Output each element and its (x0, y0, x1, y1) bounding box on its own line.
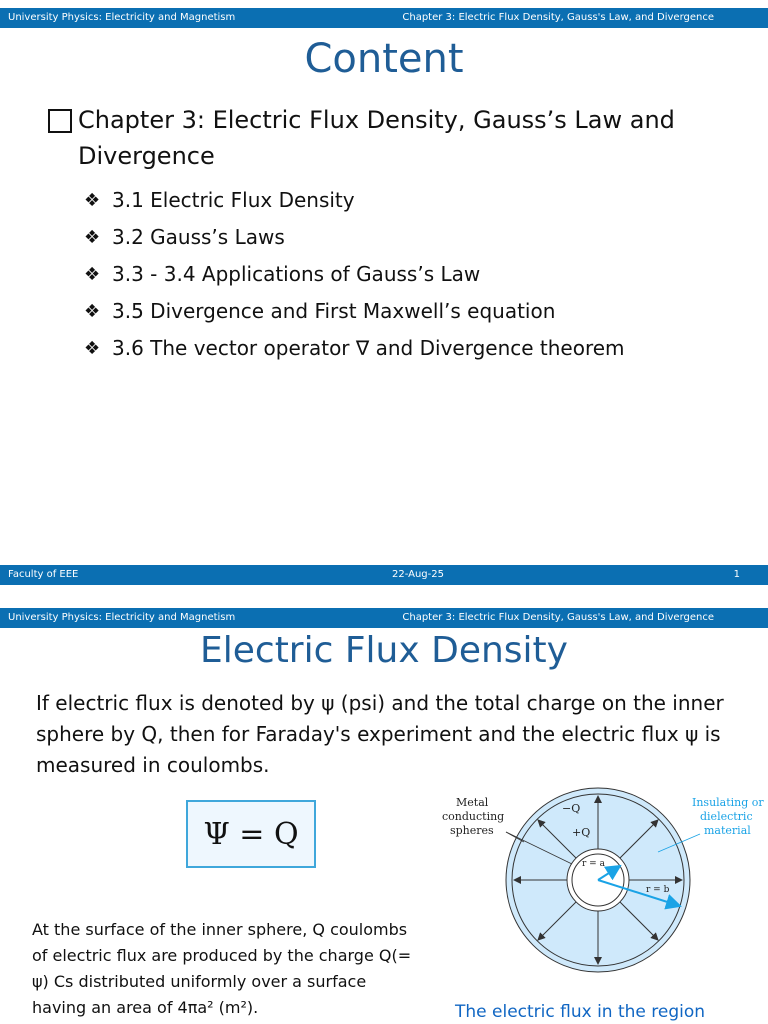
sub-list-item (84, 256, 738, 293)
main-item-text: Chapter 3: Electric Flux Density, Gauss’s Law and Divergence (78, 106, 675, 170)
label-conducting: conducting (442, 810, 505, 823)
header-left-text: University Physics: Electricity and Magnetism (8, 612, 236, 623)
equation-box (186, 800, 316, 868)
label-insulating: Insulating or (692, 796, 764, 809)
main-list-item (48, 102, 738, 174)
surface-paragraph: At the surface of the inner sphere, Q coulombs of electric flux are produced by the charge Q(= ψ) Cs distributed uniformly over a surface having an area of 4πa² (m²). (32, 920, 412, 1017)
slide-1-footer (0, 565, 768, 585)
sub-list-item (84, 219, 738, 256)
label-metal: Metal (456, 796, 489, 809)
sub-list-item (84, 330, 738, 367)
label-spheres: spheres (450, 824, 494, 837)
slide-1-header (0, 8, 768, 28)
footer-left-text: Faculty of EEE (8, 569, 79, 580)
header-right-text: Chapter 3: Electric Flux Density, Gauss's Law, and Divergence (402, 12, 714, 23)
label-dielectric: dielectric (700, 810, 753, 823)
content-list (48, 102, 738, 367)
slide-1-title: Content (304, 36, 464, 82)
diagram-caption: The electric flux in the region (455, 1002, 706, 1022)
sub-list (84, 182, 738, 367)
diamond-bullet-icon: ❖ (84, 338, 101, 359)
header-left-text: University Physics: Electricity and Magnetism (8, 12, 236, 23)
footer-page-number: 1 (733, 569, 740, 580)
checkbox-bullet-icon (48, 109, 72, 133)
sub-item-text: 3.5 Divergence and First Maxwell’s equation (112, 299, 556, 323)
label-charge-outer: −Q (562, 802, 581, 815)
sub-item-text: 3.1 Electric Flux Density (112, 188, 355, 212)
sub-item-text: 3.3 - 3.4 Applications of Gauss’s Law (112, 262, 481, 286)
slide-2-title: Electric Flux Density (200, 630, 568, 671)
intro-paragraph: If electric flux is denoted by ψ (psi) and the total charge on the inner sphere by Q, then for Faraday's experiment and the electric flux ψ is measured in coulombs. (36, 691, 724, 777)
footer-date: 22-Aug-25 (392, 569, 444, 580)
diamond-bullet-icon: ❖ (84, 301, 101, 322)
label-material: material (704, 824, 751, 837)
diamond-bullet-icon: ❖ (84, 264, 101, 285)
label-radius-inner: r = a (582, 859, 605, 869)
sub-item-text: 3.6 The vector operator ∇ and Divergence theorem (112, 336, 625, 360)
label-charge-inner: +Q (572, 826, 591, 839)
slide-2-header (0, 608, 768, 628)
diamond-bullet-icon: ❖ (84, 190, 101, 211)
sub-item-text: 3.2 Gauss’s Laws (112, 225, 285, 249)
equation-text: Ψ = Q (203, 816, 299, 852)
sub-list-item (84, 293, 738, 330)
sub-list-item (84, 182, 738, 219)
concentric-spheres-diagram (430, 782, 768, 992)
label-radius-outer: r = b (646, 885, 670, 895)
diamond-bullet-icon: ❖ (84, 227, 101, 248)
header-right-text: Chapter 3: Electric Flux Density, Gauss's Law, and Divergence (402, 612, 714, 623)
